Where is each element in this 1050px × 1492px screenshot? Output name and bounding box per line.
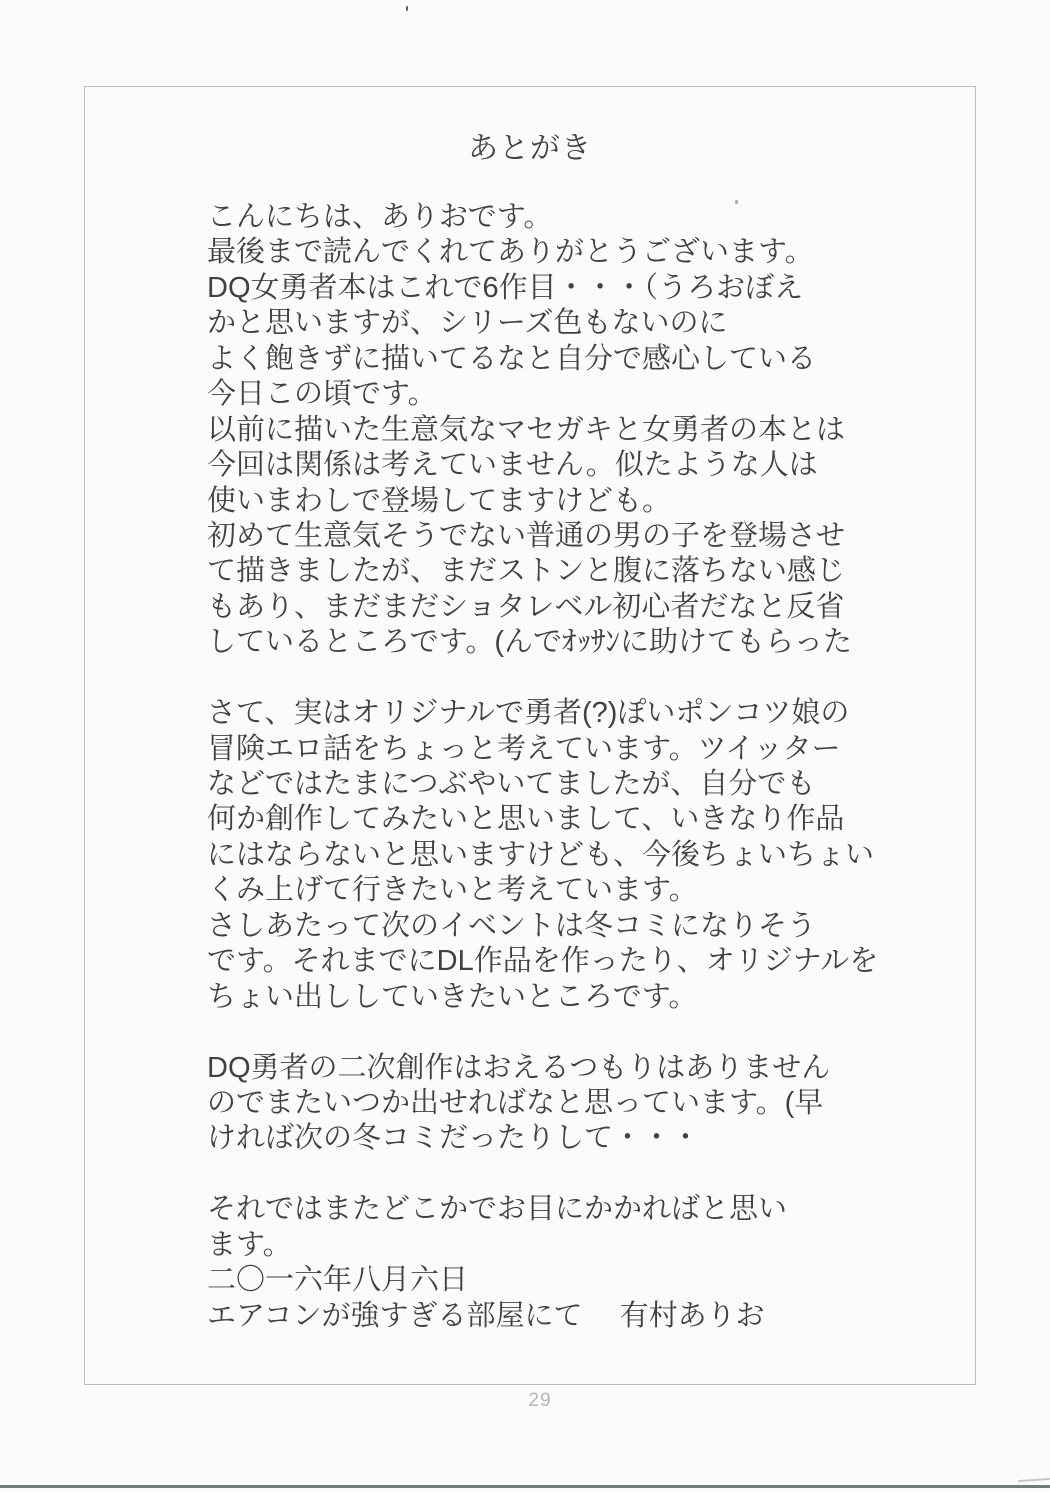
text-line: しているところです。(んでｵｯｻﾝに助けてもらった (207, 626, 853, 659)
text-line: DQ勇者の二次創作はおえるつもりはありません (207, 1051, 831, 1084)
text-line (207, 661, 907, 696)
text-line: 初めて生意気そうでない普通の男の子を登場させ (207, 519, 846, 552)
text-line: それではまたどこかでお目にかかればと思い (207, 1193, 788, 1226)
text-line: さて、実はオリジナルで勇者(?)ぽいポンコツ娘の (207, 697, 850, 730)
text-line: エアコンが強すぎる部屋にて 有村ありお (207, 1299, 765, 1332)
text-line: などではたまにつぶやいてましたが、自分でも (207, 768, 816, 800)
text-line (207, 1157, 907, 1192)
page-title: あとがき (468, 132, 592, 165)
text-line: 以前に描いた生意気なマセガキと女勇者の本とは (207, 413, 846, 446)
text-line: さしあたって次のイベントは冬コミになりそう (207, 909, 817, 942)
text-line: 何か創作してみたいと思いまして、いきなり作品 (207, 803, 845, 836)
afterword-text (207, 200, 907, 1334)
text-line (207, 1015, 907, 1050)
text-line: です。それまでにDL作品を作ったり、オリジナルを (207, 945, 879, 978)
scan-artifact-dot (406, 6, 408, 11)
text-line: て描きましたが、まだストンと腹に落ちない感じ (207, 555, 846, 588)
text-line: ければ次の冬コミだったりして・・・ (207, 1122, 701, 1155)
text-line: にはならないと思いますけども、今後ちょいちょい (207, 838, 875, 871)
text-line: かと思いますが、シリーズ色もないのに (207, 307, 728, 340)
text-line: 最後まで読んでくれてありがとうございます。 (207, 236, 814, 269)
text-line: 二〇一六年八月六日 (207, 1264, 469, 1297)
page-number: 29 (528, 1390, 552, 1411)
text-line: こんにちは、ありおです。 (207, 201, 553, 233)
text-line: 今日この頃です。 (207, 378, 437, 411)
text-line: ちょい出ししていきたいところです。 (207, 980, 698, 1013)
scan-edge-artifact (1018, 1478, 1050, 1482)
text-line: のでまたいつか出せればなと思っています。(早 (207, 1086, 824, 1119)
text-line: DQ女勇者本はこれで6作目・・・（うろおぼえ (207, 271, 804, 304)
text-line: 冒険エロ話をちょっと考えています。ツイッター (207, 732, 841, 765)
scan-edge-line (0, 1485, 1050, 1488)
text-line: よく飽きずに描いてるなと自分で感心している (207, 342, 817, 375)
text-line: 今回は関係は考えていません。似たような人は (207, 449, 818, 482)
text-line: もあり、まだまだショタレベル初心者だなと反省 (207, 590, 845, 623)
text-line: ます。 (207, 1228, 292, 1261)
text-line: くみ上げて行きたいと考えています。 (207, 874, 698, 907)
text-line: 使いまわしで登場してますけども。 (207, 484, 672, 517)
